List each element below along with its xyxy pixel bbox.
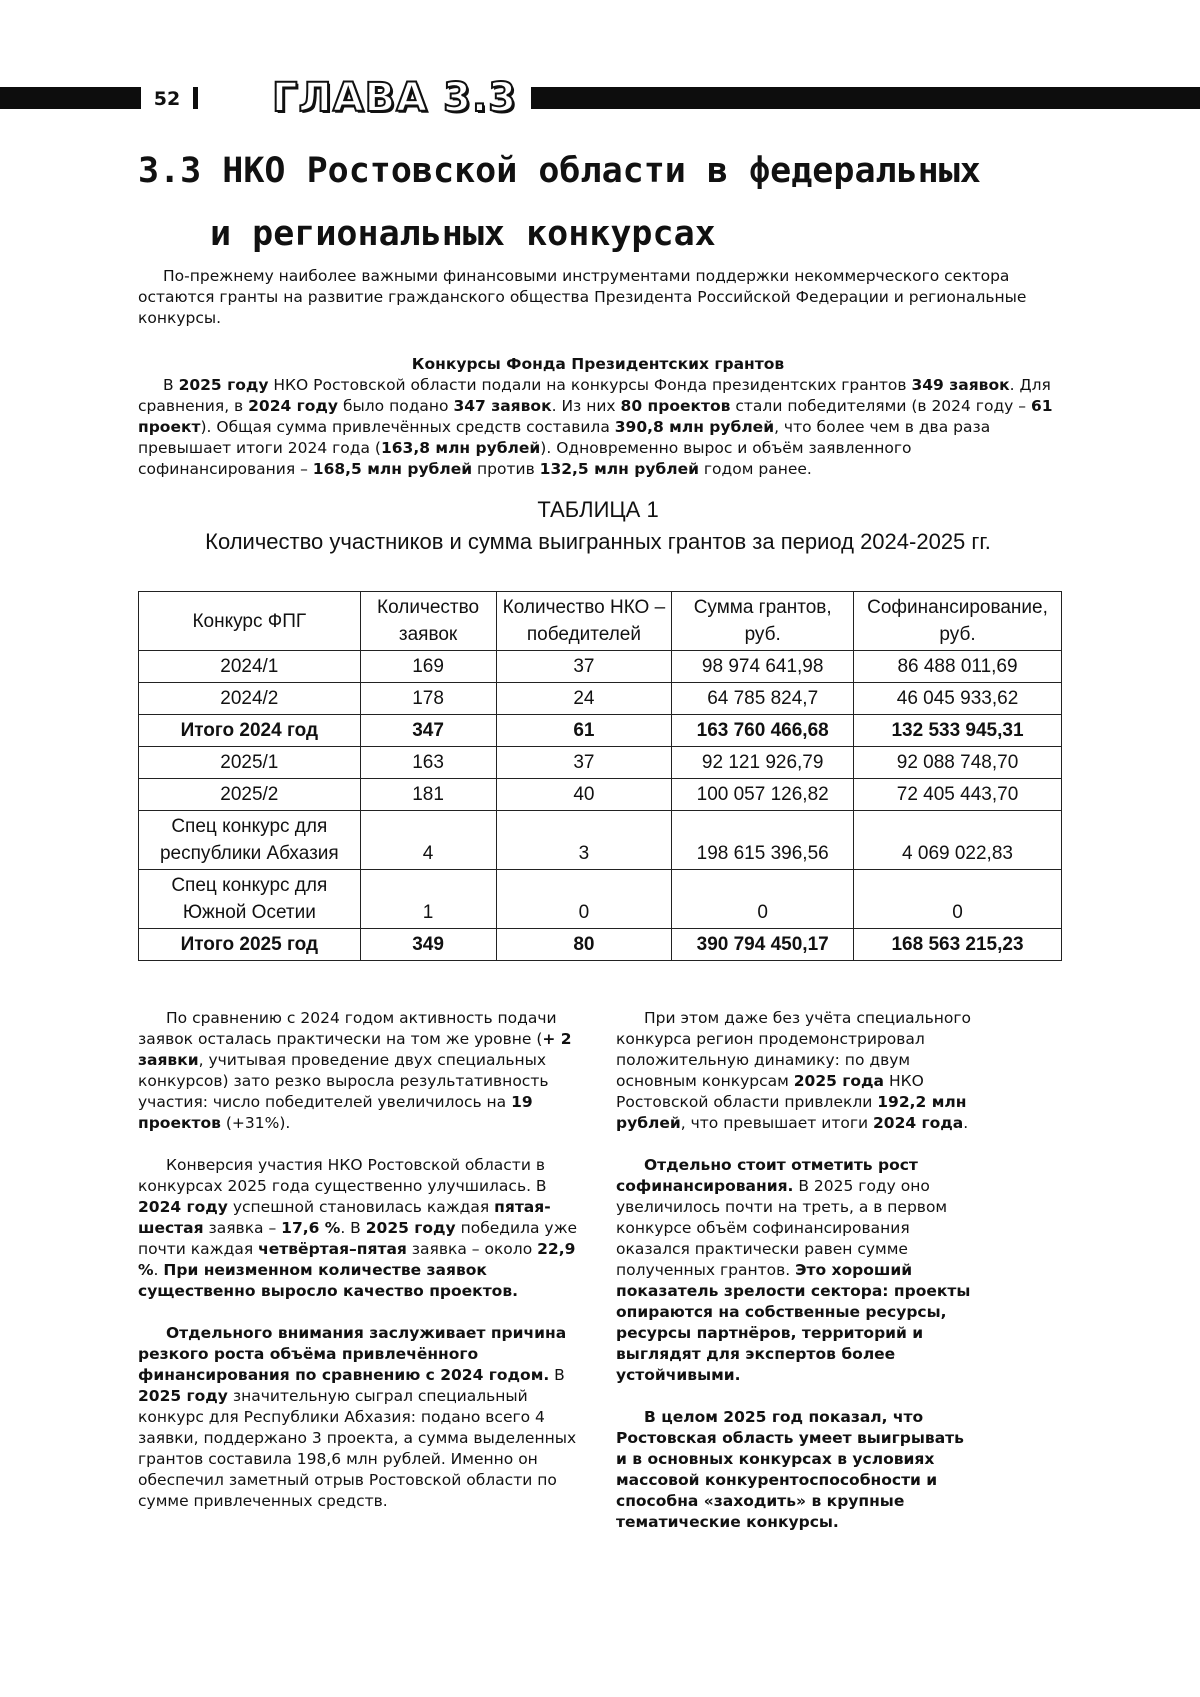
paragraph: В целом 2025 год показал, что Ростовская область умеет выигрывать и в основных конкурсах в условиях массовой конкурентоспособности и способна «заходить» в крупные тематические конкурсы. — [616, 1408, 964, 1531]
table-cell: 37 — [496, 747, 672, 779]
table-cell: Итого 2025 год — [139, 929, 361, 961]
table-row-total — [139, 715, 1062, 747]
table-cell: Спец конкурс для Южной Осетии — [139, 870, 361, 929]
table-cell: 163 760 466,68 — [672, 715, 854, 747]
col-header: Софинансирование, руб. — [854, 592, 1062, 651]
table-cell: 4 069 022,83 — [854, 811, 1062, 870]
table-cell: 98 974 641,98 — [672, 651, 854, 683]
title-line-2: и региональных конкурсах — [210, 214, 716, 254]
table-cell: 132 533 945,31 — [854, 715, 1062, 747]
table-cell: 61 — [496, 715, 672, 747]
left-column — [138, 1008, 583, 1533]
page-title — [138, 140, 1138, 266]
table-row — [139, 747, 1062, 779]
table-row — [139, 779, 1062, 811]
table-cell: 46 045 933,62 — [854, 683, 1062, 715]
table-cell: 92 121 926,79 — [672, 747, 854, 779]
col-header: Количество НКО – победителей — [496, 592, 672, 651]
table-cell: 80 — [496, 929, 672, 961]
table-cell: 24 — [496, 683, 672, 715]
table-cell: 390 794 450,17 — [672, 929, 854, 961]
page-number — [141, 82, 193, 116]
table-cell: 163 — [360, 747, 496, 779]
col-header: Конкурс ФПГ — [139, 592, 361, 651]
intro-paragraph: По-прежнему наиболее важными финансовыми инструментами поддержки некоммерческого сектора остаются гранты на развитие гражданского общества Президента Российской Федерации и региональные конкурсы. — [138, 267, 1027, 327]
table-cell: 2025/1 — [139, 747, 361, 779]
table-cell: 2024/1 — [139, 651, 361, 683]
table-caption: Количество участников и сумма выигранных грантов за период 2024-2025 гг. — [205, 529, 991, 554]
paragraph: Отдельного внимания заслуживает причина резкого роста объёма привлечённого финансирования по сравнению с 2024 годом. В 2025 году значительную сыграл специальный конкурс для Республики Абхазия: подано всего 4 заявки, поддержано 3 проекта, а сумма выделенных грантов составила 198,6 млн рублей. Именно он обеспечил заметный отрыв Ростовской области по сумме привлеченных средств. — [138, 1324, 577, 1510]
paragraph: Конверсия участия НКО Ростовской области в конкурсах 2025 года существенно улучшилась. В 2024 году успешной становилась каждая пятая-шестая заявка – 17,6 %. В 2025 году победила уже почти каждая четвёртая–пятая заявка – около 22,9 %. При неизменном количестве заявок существенно выросло качество проектов. — [138, 1156, 578, 1300]
section-paragraph: В 2025 году НКО Ростовской области подали на конкурсы Фонда президентских грантов 349 заявок. Для сравнения, в 2024 году было подано 347 заявок. Из них 80 проектов стали победителями (в 2024 году – 61 проект). Общая сумма привлечённых средств составила 390,8 млн рублей, что более чем в два раза превышает итоги 2024 года (163,8 млн рублей). Одновременно вырос и объём заявленного софинансирования – 168,5 млн рублей против 132,5 млн рублей годом ранее. — [138, 376, 1053, 478]
table-cell: 72 405 443,70 — [854, 779, 1062, 811]
table-cell: 181 — [360, 779, 496, 811]
table-header-row — [139, 592, 1062, 651]
col-header: Сумма грантов, руб. — [672, 592, 854, 651]
grants-table — [138, 591, 1062, 961]
paragraph: По сравнению с 2024 годом активность подачи заявок осталась практически на том же уровне (+ 2 заявки, учитывая проведение двух специальных конкурсов) зато резко выросла результативность участия: число победителей увеличилось на 19 проектов (+31%). — [138, 1009, 572, 1132]
table-cell: 169 — [360, 651, 496, 683]
table-cell: 349 — [360, 929, 496, 961]
table-row — [139, 683, 1062, 715]
table-cell: 178 — [360, 683, 496, 715]
table-row — [139, 870, 1062, 929]
chapter-label: ГЛАВА 3.3 — [272, 75, 517, 121]
table-cell: 347 — [360, 715, 496, 747]
chapter-tag — [198, 76, 531, 120]
table-row — [139, 811, 1062, 870]
table-cell: 40 — [496, 779, 672, 811]
table-cell: 4 — [360, 811, 496, 870]
table-cell: 1 — [360, 870, 496, 929]
section-heading: Конкурсы Фонда Президентских грантов — [411, 355, 785, 373]
col-header: Количество заявок — [360, 592, 496, 651]
paragraph: Отдельно стоит отметить рост софинансирования. В 2025 году оно увеличилось почти на треть, а в первом конкурсе объём софинансирования оказался практически равен сумме полученных грантов. Это хороший показатель зрелости сектора: проекты опираются на собственные ресурсы, ресурсы партнёров, территорий и выглядят для экспертов более устойчивыми. — [616, 1156, 971, 1384]
table-row-total — [139, 929, 1062, 961]
table-cell: 92 088 748,70 — [854, 747, 1062, 779]
table-cell: 86 488 011,69 — [854, 651, 1062, 683]
table-cell: 37 — [496, 651, 672, 683]
page-number-text: 52 — [153, 88, 181, 110]
table-cell: Итого 2024 год — [139, 715, 361, 747]
table-cell: 100 057 126,82 — [672, 779, 854, 811]
table-row — [139, 651, 1062, 683]
table-label: ТАБЛИЦА 1 — [537, 497, 659, 522]
title-line-1: 3.3 НКО Ростовской области в федеральных — [138, 151, 981, 191]
table-cell: Спец конкурс для республики Абхазия — [139, 811, 361, 870]
table-cell: 2025/2 — [139, 779, 361, 811]
table-cell: 0 — [854, 870, 1062, 929]
table-cell: 0 — [672, 870, 854, 929]
paragraph: При этом даже без учёта специального конкурса регион продемонстрировал положительную динамику: по двум основным конкурсам 2025 года НКО Ростовской области привлекли 192,2 млн рублей, что превышает итоги 2024 года. — [616, 1009, 971, 1132]
table-cell: 168 563 215,23 — [854, 929, 1062, 961]
table-cell: 3 — [496, 811, 672, 870]
table-cell: 0 — [496, 870, 672, 929]
table-cell: 64 785 824,7 — [672, 683, 854, 715]
right-column — [616, 1008, 971, 1554]
table-cell: 198 615 396,56 — [672, 811, 854, 870]
table-cell: 2024/2 — [139, 683, 361, 715]
